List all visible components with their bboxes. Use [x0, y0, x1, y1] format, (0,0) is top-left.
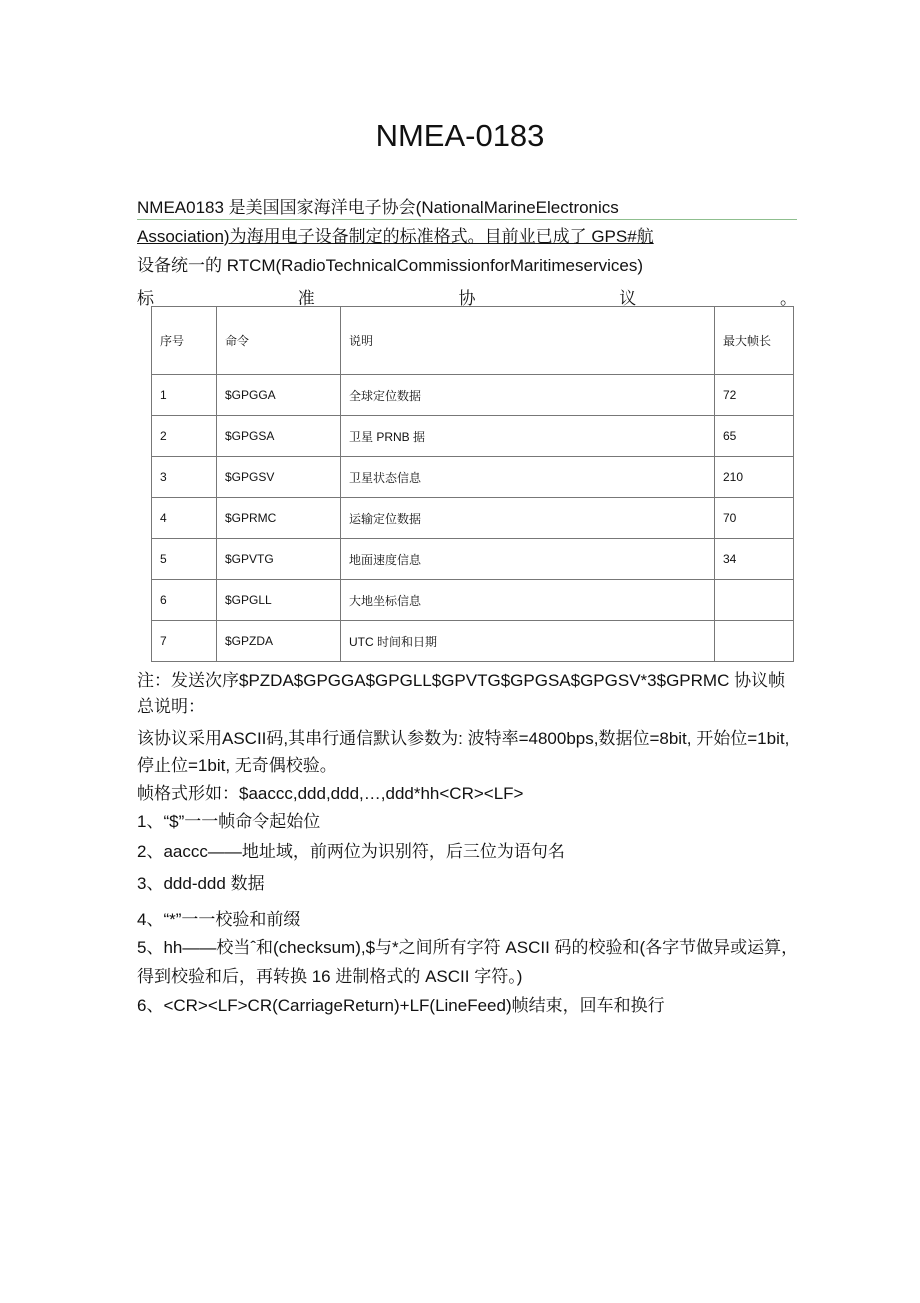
- table-cell: 运输定位数据: [341, 498, 715, 539]
- table-cell: [715, 621, 794, 662]
- table-cell: 5: [152, 539, 217, 580]
- divider: [137, 219, 797, 220]
- table-cell: $GPGLL: [217, 580, 341, 621]
- table-cell: 1: [152, 375, 217, 416]
- table-cell: [715, 580, 794, 621]
- table-cell: 3: [152, 457, 217, 498]
- body-line: 总说明：: [137, 697, 205, 716]
- table-cell: 72: [715, 375, 794, 416]
- body-line: 3、ddd-ddd 数据: [137, 874, 265, 893]
- body-line: 2、aaccc——地址域，前两位为识别符，后三位为语句名: [137, 842, 565, 861]
- body-line: 帧格式形如：$aaccc,ddd,ddd,…,ddd*hh<CR><LF>: [137, 784, 524, 803]
- body-line: 停止位=1bit, 无奇偶校验。: [137, 756, 337, 775]
- char: 。: [780, 289, 797, 308]
- table-cell: $GPVTG: [217, 539, 341, 580]
- table-cell: $GPGSA: [217, 416, 341, 457]
- intro-line-3: 设备统一的 RTCM(RadioTechnicalCommissionforMaritimeservices): [137, 256, 643, 275]
- page-title: NMEA-0183: [375, 118, 545, 153]
- table-cell: 65: [715, 416, 794, 457]
- table-cell: $GPZDA: [217, 621, 341, 662]
- body-line: 1、“$”一一帧命令起始位: [137, 812, 321, 831]
- header-cell: 说明: [341, 307, 715, 375]
- table-cell: $GPRMC: [217, 498, 341, 539]
- table-cell: 4: [152, 498, 217, 539]
- table-cell: 7: [152, 621, 217, 662]
- char: 准: [297, 289, 315, 308]
- header-cell: 命令: [217, 307, 341, 375]
- table-cell: 全球定位数据: [341, 375, 715, 416]
- body-line: 4、“*”一一校验和前缀: [137, 910, 301, 929]
- table-row: [152, 539, 794, 580]
- table-row: [152, 580, 794, 621]
- table-cell: 210: [715, 457, 794, 498]
- table-header-row: [152, 307, 794, 375]
- body-line: 该协议采用ASCII码,其串行通信默认参数为: 波特率=4800bps,数据位=8bit, 开始位=1bit,: [137, 729, 790, 748]
- char: 标: [137, 289, 154, 308]
- table-cell: 卫星状态信息: [341, 457, 715, 498]
- table-cell: 地面速度信息: [341, 539, 715, 580]
- table-cell: 6: [152, 580, 217, 621]
- table-cell: 2: [152, 416, 217, 457]
- header-cell: 最大帧长: [715, 307, 794, 375]
- table-cell: $GPGGA: [217, 375, 341, 416]
- intro-line-2: Association)为海用电子设备制定的标准格式。目前业已成了 GPS#航: [137, 227, 654, 246]
- header-cell: 序号: [152, 307, 217, 375]
- table-row: [152, 498, 794, 539]
- char: 协: [458, 289, 476, 308]
- table-cell: 34: [715, 539, 794, 580]
- table-cell: $GPGSV: [217, 457, 341, 498]
- char: 议: [619, 289, 637, 308]
- table-row: [152, 457, 794, 498]
- body-line: 得到校验和后，再转换 16 进制格式的 ASCII 字符。): [137, 967, 523, 986]
- body-line: 5、hh——校当ˆ和(checksum),$与*之间所有字符 ASCII 码的校验和(各字节做异或运算，: [137, 938, 799, 957]
- body-line: 注：发送次序$PZDA$GPGGA$GPGLL$GPVTG$GPGSA$GPGSV*3$GPRMC 协议帧: [137, 671, 786, 690]
- nmea-sentence-table: [151, 306, 794, 662]
- table-row: [152, 416, 794, 457]
- intro-line-1: NMEA0183 是美国国家海洋电子协会(NationalMarineElectronics: [137, 198, 619, 217]
- table-cell: 70: [715, 498, 794, 539]
- table-row: [152, 375, 794, 416]
- table-cell: 大地坐标信息: [341, 580, 715, 621]
- table-row: [152, 621, 794, 662]
- table-cell: UTC 时间和日期: [341, 621, 715, 662]
- table-cell: 卫星 PRNB 据: [341, 416, 715, 457]
- body-line: 6、<CR><LF>CR(CarriageReturn)+LF(LineFeed)帧结束，回车和换行: [137, 996, 665, 1015]
